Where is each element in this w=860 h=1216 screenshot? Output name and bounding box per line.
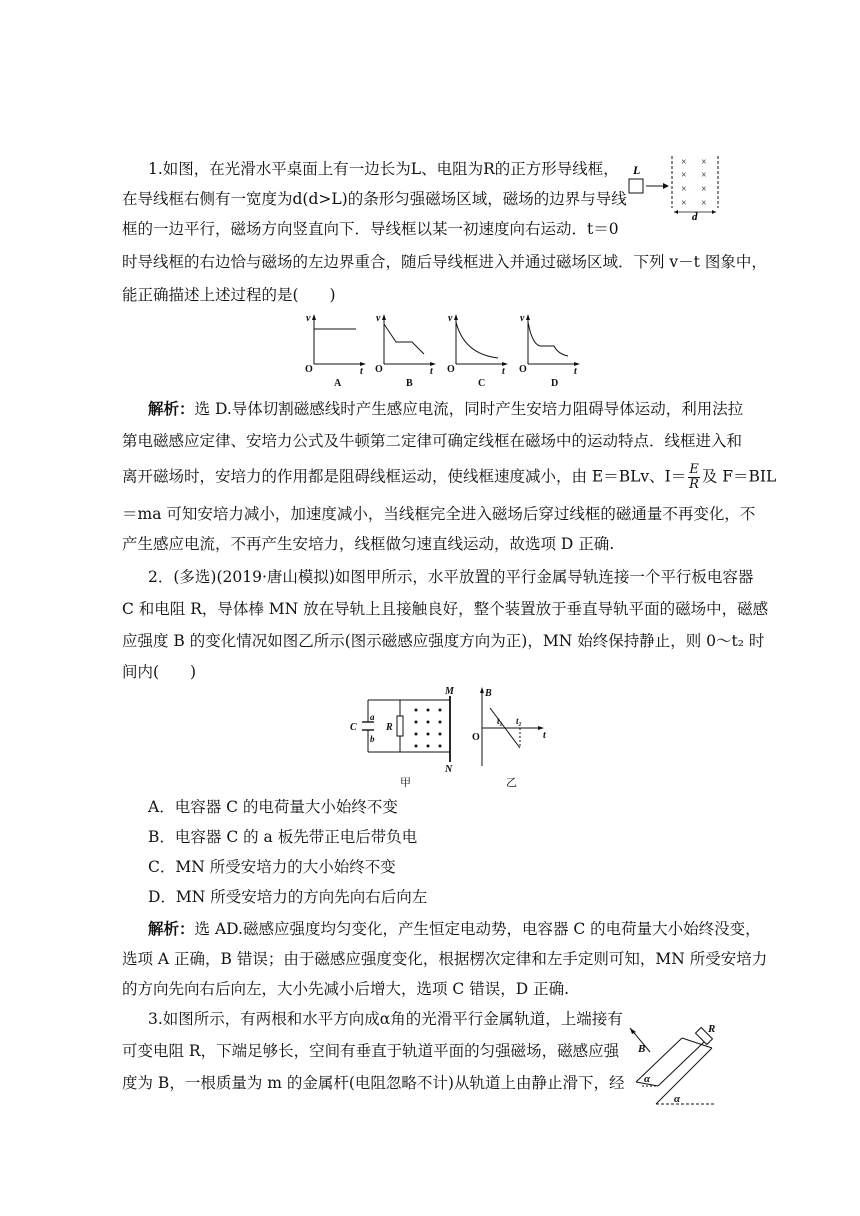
svg-text:×: × xyxy=(701,170,707,181)
svg-text:×: × xyxy=(681,170,687,181)
q1-line-5: 能正确描述上述过程的是( ) xyxy=(122,286,336,304)
q2-option-b: B．电容器 C 的 a 板先带正电后带负电 xyxy=(148,828,418,846)
svg-text:t: t xyxy=(543,730,546,741)
svg-text:O: O xyxy=(305,364,313,375)
graph-label-c: C xyxy=(478,378,486,388)
svg-text:α: α xyxy=(674,1093,681,1105)
svg-text:v: v xyxy=(376,313,381,324)
svg-text:a: a xyxy=(370,712,375,722)
svg-text:×: × xyxy=(681,157,687,168)
svg-text:v: v xyxy=(448,313,453,324)
svg-text:b: b xyxy=(370,734,375,744)
q3-line-1: 3.如图所示，有两根和水平方向成α角的光滑平行金属轨道，上端接有 xyxy=(148,1010,623,1028)
q2-figure xyxy=(340,684,560,790)
svg-text:C: C xyxy=(350,722,357,733)
svg-text:×: × xyxy=(701,198,707,209)
q2-option-a: A．电容器 C 的电荷量大小始终不变 xyxy=(148,798,398,816)
q1-solution-label: 解析： xyxy=(148,399,195,418)
q2-solution-line-3: 的方向先向右后向左，大小先减小后增大，选项 C 错误，D 正确. xyxy=(122,980,569,998)
svg-text:R: R xyxy=(708,1024,716,1035)
svg-text:×: × xyxy=(701,157,707,168)
svg-text:乙: 乙 xyxy=(506,777,517,789)
svg-text:×: × xyxy=(681,184,687,195)
svg-text:v: v xyxy=(520,313,525,324)
svg-text:M: M xyxy=(445,686,454,697)
q1-field-figure xyxy=(620,152,730,220)
svg-text:B: B xyxy=(485,688,492,699)
svg-text:α: α xyxy=(644,1073,651,1085)
q2-line-4: 间内( ) xyxy=(122,663,197,681)
svg-text:B: B xyxy=(638,1043,646,1055)
svg-text:t₂: t₂ xyxy=(516,716,522,726)
q1-line-4: 时导线框的右边恰与磁场的左边界重合，随后导线框进入并通过磁场区域．下列 v－t 图象中， xyxy=(122,253,767,271)
q3-line-3: 度为 B，一根质量为 m 的金属杆(电阻忽略不计)从轨道上由静止滑下，经 xyxy=(122,1074,625,1092)
q1-line-1: 1.如图，在光滑水平桌面上有一边长为L、电阻为R的正方形导线框， xyxy=(148,160,619,178)
q1-label-L: L xyxy=(633,163,641,177)
svg-text:t: t xyxy=(574,366,577,377)
svg-text:O: O xyxy=(519,364,527,375)
svg-text:O: O xyxy=(375,364,383,375)
q2-line-2: C 和电阻 R，导体棒 MN 放在导轨上且接触良好，整个装置放于垂直导轨平面的磁场中，磁感 xyxy=(122,600,769,618)
q2-solution-label: 解析： xyxy=(148,919,195,938)
q1-solution-line-5: 产生感应电流，不再产生安培力，线框做匀速直线运动，故选项 D 正确. xyxy=(122,535,615,553)
q1-solution-line-4: ＝ma 可知安培力减小，加速度减小，当线框完全进入磁场后穿过线框的磁通量不再变化，不 xyxy=(122,505,756,523)
q2-line-3: 应强度 B 的变化情况如图乙所示(图示磁感应强度方向为正)，MN 始终保持静止，则 0～t₂ 时 xyxy=(122,632,765,650)
q1-solution-line-1: 解析：选 D.导体切割磁感线时产生感应电流，同时产生安培力阻碍导体运动，利用法拉 xyxy=(148,399,744,418)
svg-text:t₁: t₁ xyxy=(497,716,503,726)
q1-line-2: 在导线框右侧有一宽度为d(d>L)的条形匀强磁场区域，磁场的边界与导线 xyxy=(122,190,627,208)
svg-text:R: R xyxy=(386,722,393,733)
svg-text:O: O xyxy=(447,364,455,375)
q2-option-d: D．MN 所受安培力的方向先向右后向左 xyxy=(148,888,428,906)
svg-text:t: t xyxy=(360,366,363,377)
svg-text:t: t xyxy=(502,366,505,377)
q2-line-1: 2．(多选)(2019·唐山模拟)如图甲所示，水平放置的平行金属导轨连接一个平行板电容器 xyxy=(148,568,754,586)
q1-vt-graphs xyxy=(300,312,580,388)
q1-solution-line-3: 离开磁场时，安培力的作用都是阻碍线框运动，使线框速度减小，由 E＝BLv、I＝ $\frac{E}{R}$ 及 F＝BIL xyxy=(122,462,777,492)
q3-line-2: 可变电阻 R，下端足够长，空间有垂直于轨道平面的匀强磁场，磁感应强 xyxy=(122,1042,620,1060)
svg-text:v: v xyxy=(306,313,311,324)
svg-text:N: N xyxy=(445,764,453,775)
q1-solution-line-2: 第电磁感应定律、安培力公式及牛顿第二定律可确定线框在磁场中的运动特点．线框进入和 xyxy=(122,432,743,450)
q2-solution-line-1: 解析：选 AD.磁感应强度均匀变化，产生恒定电动势，电容器 C 的电荷量大小始终没变， xyxy=(148,919,761,938)
q1-label-d: d xyxy=(692,211,698,220)
q2-option-c: C．MN 所受安培力的大小始终不变 xyxy=(148,858,396,876)
svg-text:×: × xyxy=(681,198,687,209)
svg-text:t: t xyxy=(430,366,433,377)
q2-solution-line-2: 选项 A 正确，B 错误；由于磁感应强度变化，根据楞次定律和左手定则可知，MN 所受安培力 xyxy=(122,950,768,968)
svg-text:×: × xyxy=(701,184,707,195)
fraction-e-over-r: $\frac{E}{R}$ xyxy=(689,462,699,492)
graph-label-a: A xyxy=(334,378,342,388)
q1-line-3: 框的一边平行，磁场方向竖直向下．导线框以某一初速度向右运动．t＝0 xyxy=(122,220,619,238)
q3-line-4 xyxy=(122,1104,127,1126)
graph-label-b: B xyxy=(406,378,413,388)
svg-text:甲: 甲 xyxy=(400,777,411,789)
graph-label-d: D xyxy=(551,378,559,388)
q3-incline-figure xyxy=(616,1024,734,1112)
svg-text:O: O xyxy=(472,732,480,743)
